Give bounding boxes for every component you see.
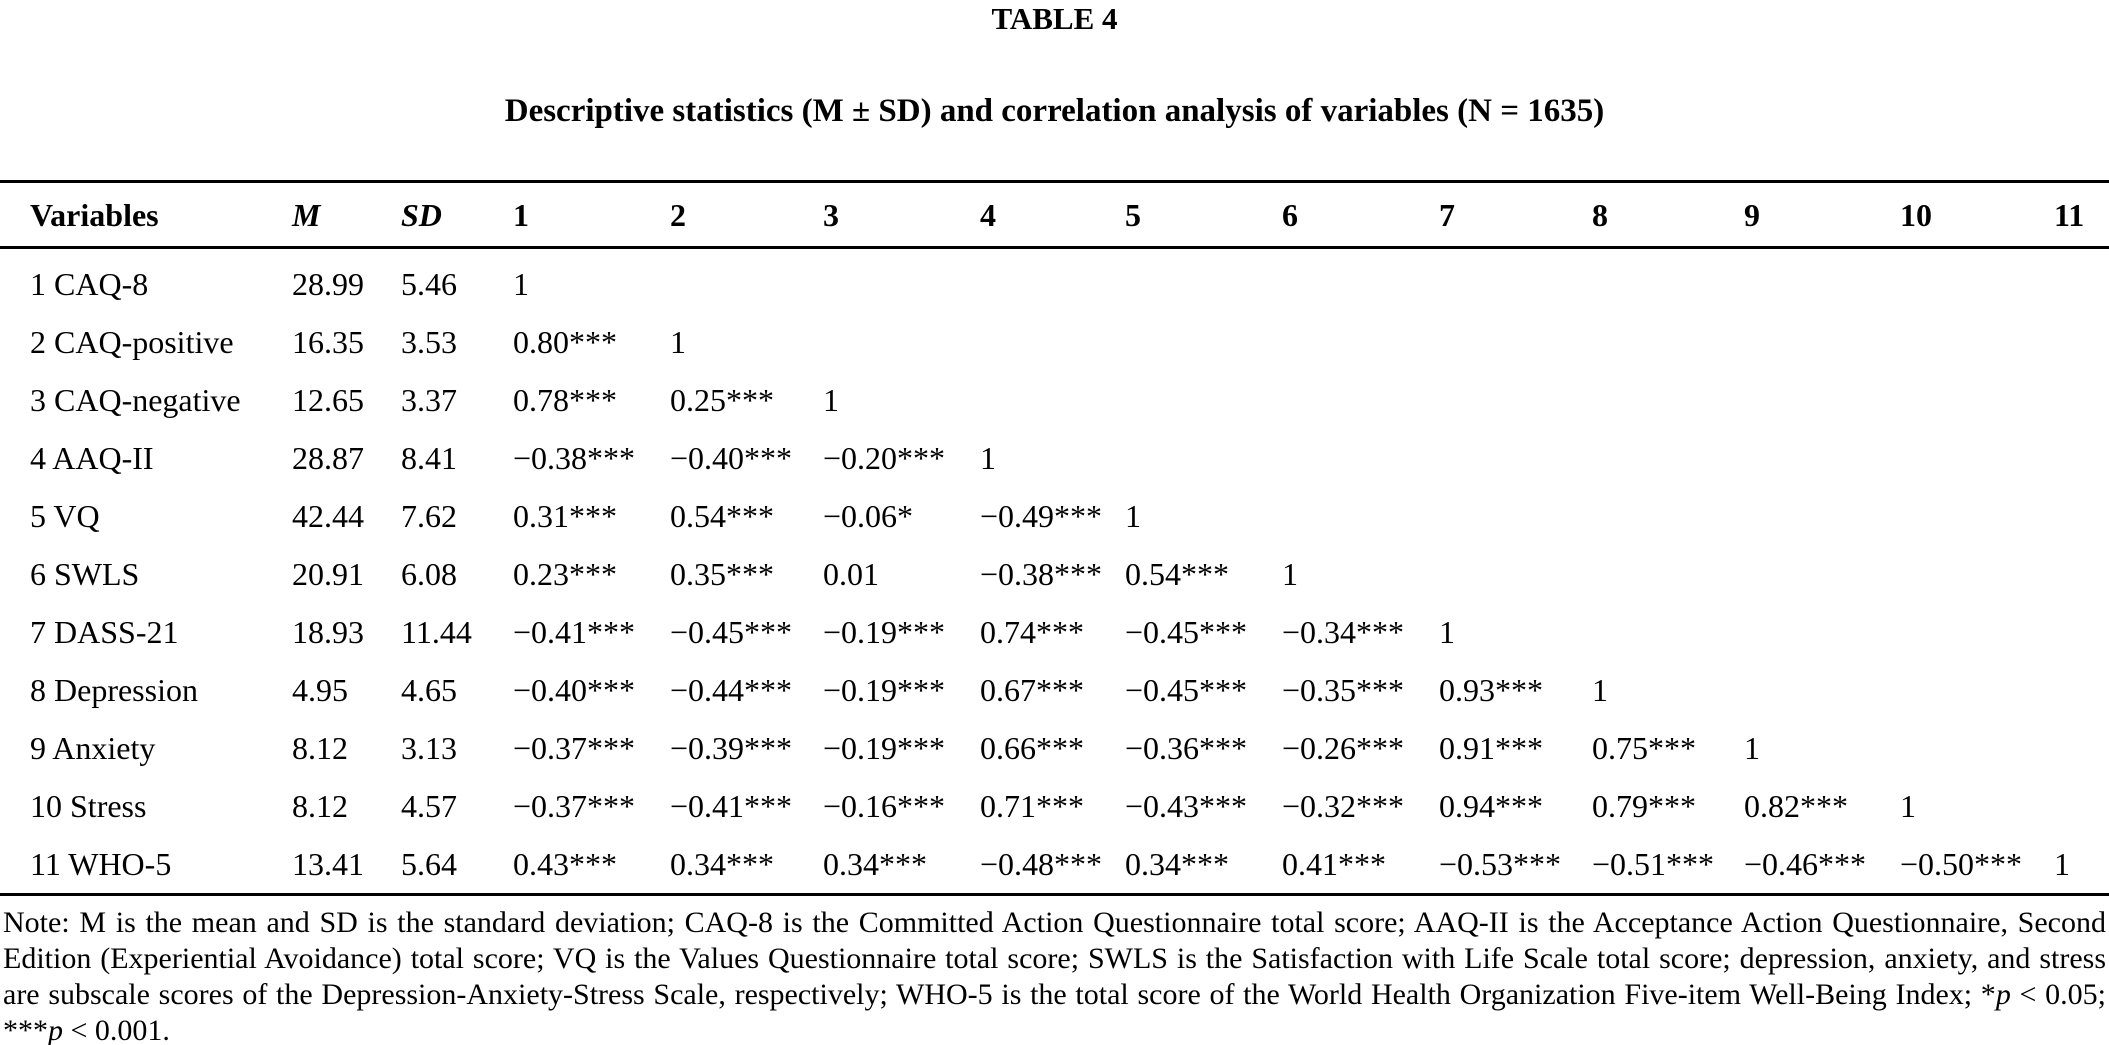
value-cell: 1 [1125,498,1141,534]
value-cell: 0.91*** [1439,730,1543,766]
value-cell: 0.67*** [980,672,1084,708]
value-cell: 0.93*** [1439,672,1543,708]
variable-cell: 2 CAQ-positive [30,324,234,360]
value-cell [1125,371,1282,429]
value-cell: −0.32*** [1282,788,1405,824]
variable-cell: 3 CAQ-negative [30,382,241,418]
variable-cell: 7 DASS-21 [30,614,179,650]
value-cell: 12.65 [292,382,364,418]
value-cell [1282,313,1439,371]
column-header: 11 [2054,182,2109,248]
value-cell [2054,719,2109,777]
value-cell [2054,248,2109,314]
value-cell [1439,487,1592,545]
table-note [0,905,2109,1045]
column-header: 2 [670,182,823,248]
value-cell: 0.25*** [670,382,774,418]
column-header: 3 [823,182,980,248]
value-cell: 1 [1282,556,1298,592]
variable-cell: 9 Anxiety [30,730,156,766]
value-cell: 0.80*** [513,324,617,360]
value-cell: −0.38*** [980,556,1103,592]
value-cell: 0.41*** [1282,846,1386,882]
value-cell: 5.64 [401,846,457,882]
column-header: 10 [1900,182,2054,248]
table-row [0,371,2109,429]
table-row [0,487,2109,545]
value-cell: −0.35*** [1282,672,1405,708]
value-cell [2054,371,2109,429]
value-cell [823,313,980,371]
value-cell: 3.13 [401,730,457,766]
value-cell: 4.95 [292,672,348,708]
value-cell: 1 [1744,730,1760,766]
value-cell: −0.41*** [513,614,636,650]
value-cell: 8.12 [292,730,348,766]
value-cell [1744,248,1900,314]
value-cell: 11.44 [401,614,472,650]
value-cell [2054,661,2109,719]
note-text: < 0.05; *** [3,978,2106,1045]
value-cell: 3.53 [401,324,457,360]
value-cell [1282,248,1439,314]
value-cell: 42.44 [292,498,364,534]
column-header: 4 [980,182,1125,248]
value-cell [2054,429,2109,487]
value-cell: 0.75*** [1592,730,1696,766]
value-cell: −0.19*** [823,672,946,708]
value-cell: −0.45*** [1125,672,1248,708]
value-cell: −0.41*** [670,788,793,824]
value-cell: 0.34*** [823,846,927,882]
value-cell: 13.41 [292,846,364,882]
value-cell: −0.49*** [980,498,1103,534]
value-cell: 1 [1900,788,1916,824]
variable-cell: 10 Stress [30,788,147,824]
value-cell: −0.20*** [823,440,946,476]
value-cell: 8.12 [292,788,348,824]
value-cell: 4.57 [401,788,457,824]
value-cell [2054,545,2109,603]
value-cell: −0.50*** [1900,846,2023,882]
value-cell: −0.19*** [823,614,946,650]
value-cell [1900,545,2054,603]
value-cell: −0.46*** [1744,846,1867,882]
table-label: TABLE 4 [991,1,1118,36]
column-header: 1 [513,182,670,248]
value-cell: 6.08 [401,556,457,592]
value-cell [1592,429,1744,487]
value-cell: 0.74*** [980,614,1084,650]
value-cell [670,248,823,314]
value-cell: −0.40*** [513,672,636,708]
value-cell [1592,371,1744,429]
value-cell: 8.41 [401,440,457,476]
value-cell: 4.65 [401,672,457,708]
value-cell [1125,429,1282,487]
value-cell [1592,313,1744,371]
variable-cell: 1 CAQ-8 [30,266,149,302]
table-row [0,603,2109,661]
value-cell [980,248,1125,314]
table-row [0,719,2109,777]
value-cell: 0.34*** [1125,846,1229,882]
variable-cell: 4 AAQ-II [30,440,154,476]
value-cell: 1 [670,324,686,360]
value-cell: −0.38*** [513,440,636,476]
note-text: < 0.001. [63,1014,170,1045]
value-cell [1744,545,1900,603]
value-cell [1439,313,1592,371]
value-cell [1744,661,1900,719]
column-header: 8 [1592,182,1744,248]
value-cell: 1 [2054,846,2070,882]
table-row [0,835,2109,895]
value-cell: 0.94*** [1439,788,1543,824]
value-cell: −0.26*** [1282,730,1405,766]
value-cell [823,248,980,314]
column-header: 5 [1125,182,1282,248]
value-cell: −0.39*** [670,730,793,766]
value-cell [1592,487,1744,545]
value-cell [2054,487,2109,545]
value-cell: −0.19*** [823,730,946,766]
value-cell: 0.54*** [1125,556,1229,592]
value-cell: −0.48*** [980,846,1103,882]
value-cell: 0.35*** [670,556,774,592]
value-cell: −0.37*** [513,788,636,824]
value-cell: −0.43*** [1125,788,1248,824]
value-cell [1900,313,2054,371]
value-cell [1744,371,1900,429]
value-cell [1282,487,1439,545]
value-cell [2054,313,2109,371]
value-cell [1744,603,1900,661]
value-cell [1900,371,2054,429]
table-row [0,313,2109,371]
value-cell: 1 [980,440,996,476]
value-cell: 0.78*** [513,382,617,418]
value-cell [1439,248,1592,314]
value-cell: 0.23*** [513,556,617,592]
note-italic-p: p [48,1014,63,1045]
value-cell [1439,371,1592,429]
value-cell: 1 [823,382,839,418]
table-row [0,777,2109,835]
variable-cell: 6 SWLS [30,556,140,592]
value-cell: −0.45*** [1125,614,1248,650]
value-cell: 16.35 [292,324,364,360]
column-header: 9 [1744,182,1900,248]
table-row [0,429,2109,487]
value-cell [1900,429,2054,487]
value-cell: 1 [1439,614,1455,650]
value-cell: 20.91 [292,556,364,592]
value-cell: 28.99 [292,266,364,302]
value-cell [1592,545,1744,603]
value-cell [2054,603,2109,661]
value-cell: 0.66*** [980,730,1084,766]
value-cell [1900,719,2054,777]
value-cell [1125,248,1282,314]
value-cell: −0.37*** [513,730,636,766]
value-cell [1439,545,1592,603]
value-cell: −0.06* [823,498,914,534]
value-cell [2054,777,2109,835]
value-cell: 0.01 [823,556,879,592]
value-cell: 0.79*** [1592,788,1696,824]
correlation-table [0,180,2109,896]
value-cell: −0.16*** [823,788,946,824]
value-cell [1592,248,1744,314]
value-cell [1439,429,1592,487]
value-cell: −0.51*** [1592,846,1715,882]
note-text: Note: M is the mean and SD is the standard deviation; CAQ-8 is the Committed Action Questionnaire total score; AAQ-II is the Acceptance Action Questionnaire, Second Edition (Experiential Avoidance) total score; VQ is the Values Questionnaire total score; SWLS is the Satisfaction with Life Scale total score; depression, anxiety, and stress are subscale scores of the Depression-Anxiety-Stress Scale, respectively; WHO-5 is the total score of the World Health Organization Five-item Well-Being Index; * [3,906,2106,1011]
value-cell [1744,313,1900,371]
value-cell [1900,661,2054,719]
note-italic-p: p [1995,978,2011,1011]
table-title: Descriptive statistics (M ± SD) and correlation analysis of variables (N = 1635) [504,93,1605,129]
table-body [0,248,2109,895]
value-cell [1282,429,1439,487]
column-header: SD [401,182,513,248]
value-cell: −0.40*** [670,440,793,476]
header-row [0,182,2109,248]
value-cell: −0.36*** [1125,730,1248,766]
value-cell: 1 [1592,672,1608,708]
value-cell: −0.34*** [1282,614,1405,650]
value-cell: 0.43*** [513,846,617,882]
value-cell [1744,429,1900,487]
value-cell: −0.53*** [1439,846,1562,882]
value-cell [1900,603,2054,661]
value-cell: 1 [513,266,529,302]
variable-cell: 11 WHO-5 [30,846,172,882]
value-cell: 0.71*** [980,788,1084,824]
value-cell [1125,313,1282,371]
column-header: 6 [1282,182,1439,248]
table-row [0,545,2109,603]
column-header: Variables [0,182,292,248]
value-cell: 28.87 [292,440,364,476]
value-cell: −0.45*** [670,614,793,650]
column-header: M [292,182,401,248]
value-cell [1900,487,2054,545]
table-header [0,182,2109,248]
value-cell [1282,371,1439,429]
value-cell: 18.93 [292,614,364,650]
value-cell: 5.46 [401,266,457,302]
value-cell: 0.34*** [670,846,774,882]
value-cell [980,313,1125,371]
variable-cell: 8 Depression [30,672,198,708]
value-cell: −0.44*** [670,672,793,708]
value-cell: 0.82*** [1744,788,1848,824]
value-cell: 7.62 [401,498,457,534]
variable-cell: 5 VQ [30,498,100,534]
value-cell: 0.54*** [670,498,774,534]
value-cell [1900,248,2054,314]
column-header: 7 [1439,182,1592,248]
table-row [0,661,2109,719]
value-cell: 0.31*** [513,498,617,534]
value-cell [980,371,1125,429]
value-cell [1592,603,1744,661]
value-cell: 3.37 [401,382,457,418]
value-cell [1744,487,1900,545]
table-row [0,248,2109,314]
